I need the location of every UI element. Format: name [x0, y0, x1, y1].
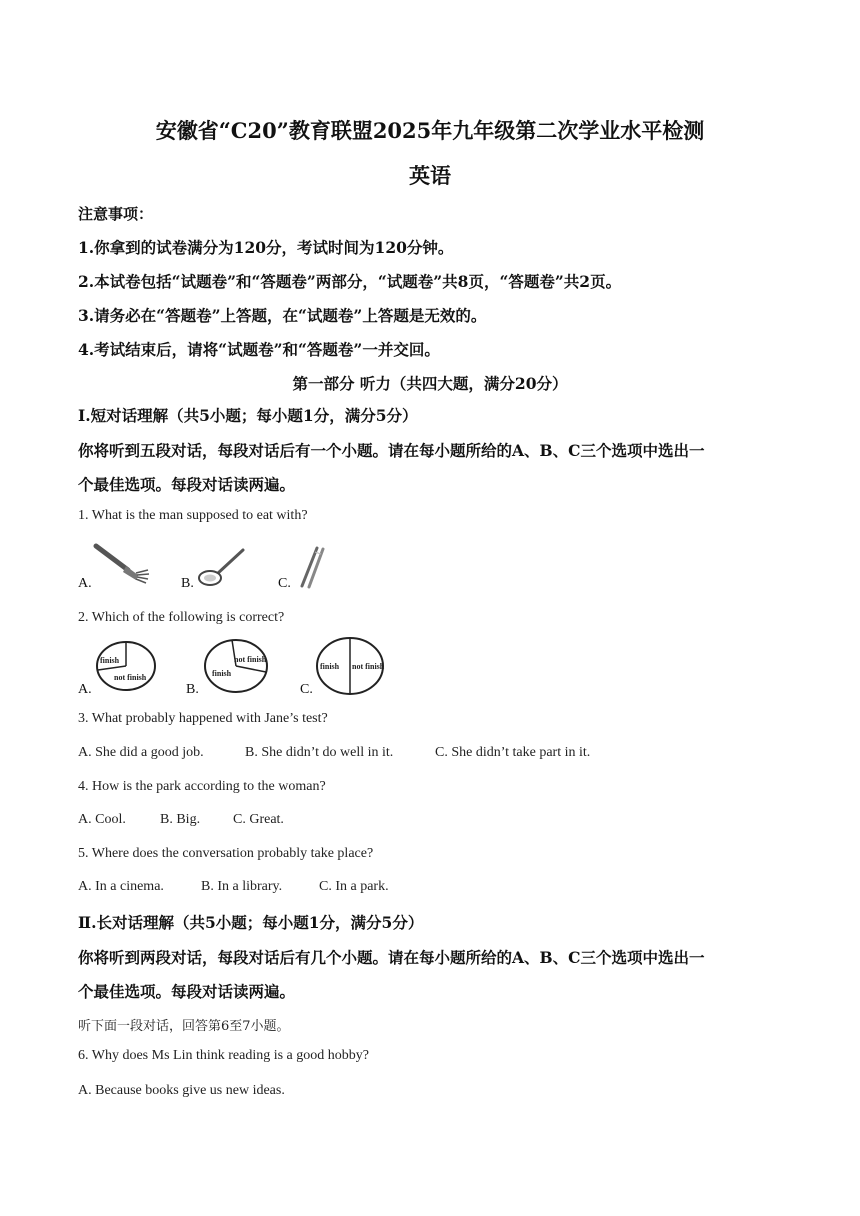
question-3-stem: 3. What probably happened with Jane’s test?: [78, 711, 328, 726]
q4-option-c: C. Great.: [233, 812, 284, 827]
q3-option-a: A. She did a good job.: [78, 745, 204, 760]
q1-option-b-label: B.: [181, 576, 194, 591]
spoon-icon: [197, 546, 247, 588]
question-6-stem: 6. Why does Ms Lin think reading is a good hobby?: [78, 1048, 369, 1063]
q3-option-b: B. She didn’t do well in it.: [245, 745, 394, 760]
section1-instruction: 个最佳选项。每段对话读两遍。: [78, 475, 296, 494]
q2-option-c-label: C.: [300, 682, 313, 697]
q5-option-a: A. In a cinema.: [78, 879, 164, 894]
pie-chart-c: [314, 636, 386, 696]
question-1-stem: 1. What is the man supposed to eat with?: [78, 508, 308, 523]
pie-c-not-finish-label: not finish: [352, 662, 385, 671]
fork-icon: [92, 540, 154, 588]
pie-c-finish-label: finish: [320, 662, 340, 671]
pie-a-not-finish-label: not finish: [114, 673, 147, 682]
chopsticks-icon: [290, 544, 330, 590]
question-5-stem: 5. Where does the conversation probably take place?: [78, 846, 374, 861]
notes-heading: 注意事项：: [78, 205, 154, 223]
note-item: 1.你拿到的试卷满分为120分，考试时间为120分钟。: [78, 238, 454, 257]
exam-subject: 英语: [409, 163, 451, 188]
q5-option-c: C. In a park.: [319, 879, 389, 894]
q2-option-a-label: A.: [78, 682, 92, 697]
section2-sub-instruction: 听下面一段对话，回答第6至7小题。: [78, 1019, 290, 1034]
pie-b-finish-label: finish: [212, 669, 232, 678]
q2-option-b-label: B.: [186, 682, 199, 697]
pie-chart-a: [94, 640, 158, 692]
q1-option-a-label: A.: [78, 576, 92, 591]
section2-instruction: 个最佳选项。每段对话读两遍。: [78, 982, 296, 1001]
section1-instruction: 你将听到五段对话，每段对话后有一个小题。请在每小题所给的A、B、C三个选项中选出一: [78, 441, 705, 460]
pie-chart-b: [202, 638, 270, 694]
section2-instruction: 你将听到两段对话，每段对话后有几个小题。请在每小题所给的A、B、C三个选项中选出一: [78, 948, 705, 967]
q5-option-b: B. In a library.: [201, 879, 283, 894]
note-item: 2.本试卷包括“试题卷”和“答题卷”两部分，“试题卷”共8页，“答题卷”共2页。: [78, 272, 622, 291]
q6-option-a: A. Because books give us new ideas.: [78, 1083, 285, 1098]
section2-heading: Ⅱ.长对话理解（共5小题；每小题1分，满分5分）: [78, 913, 424, 932]
q1-option-c-label: C.: [278, 576, 291, 591]
q3-option-c: C. She didn’t take part in it.: [435, 745, 591, 760]
part1-heading: 第一部分 听力（共四大题，满分20分）: [292, 374, 568, 393]
question-2-stem: 2. Which of the following is correct?: [78, 610, 285, 625]
note-item: 4.考试结束后，请将“试题卷”和“答题卷”一并交回。: [78, 340, 440, 359]
note-item: 3.请务必在“答题卷”上答题，在“试题卷”上答题是无效的。: [78, 306, 487, 325]
pie-b-not-finish-label: not finish: [234, 655, 267, 664]
section1-heading: Ⅰ.短对话理解（共5小题；每小题1分，满分5分）: [78, 406, 418, 425]
q4-option-b: B. Big.: [160, 812, 201, 827]
pie-a-finish-label: finish: [100, 656, 120, 665]
question-4-stem: 4. How is the park according to the woman?: [78, 779, 326, 794]
exam-title: 安徽省“C20”教育联盟2025年九年级第二次学业水平检测: [155, 118, 705, 143]
q4-option-a: A. Cool.: [78, 812, 126, 827]
